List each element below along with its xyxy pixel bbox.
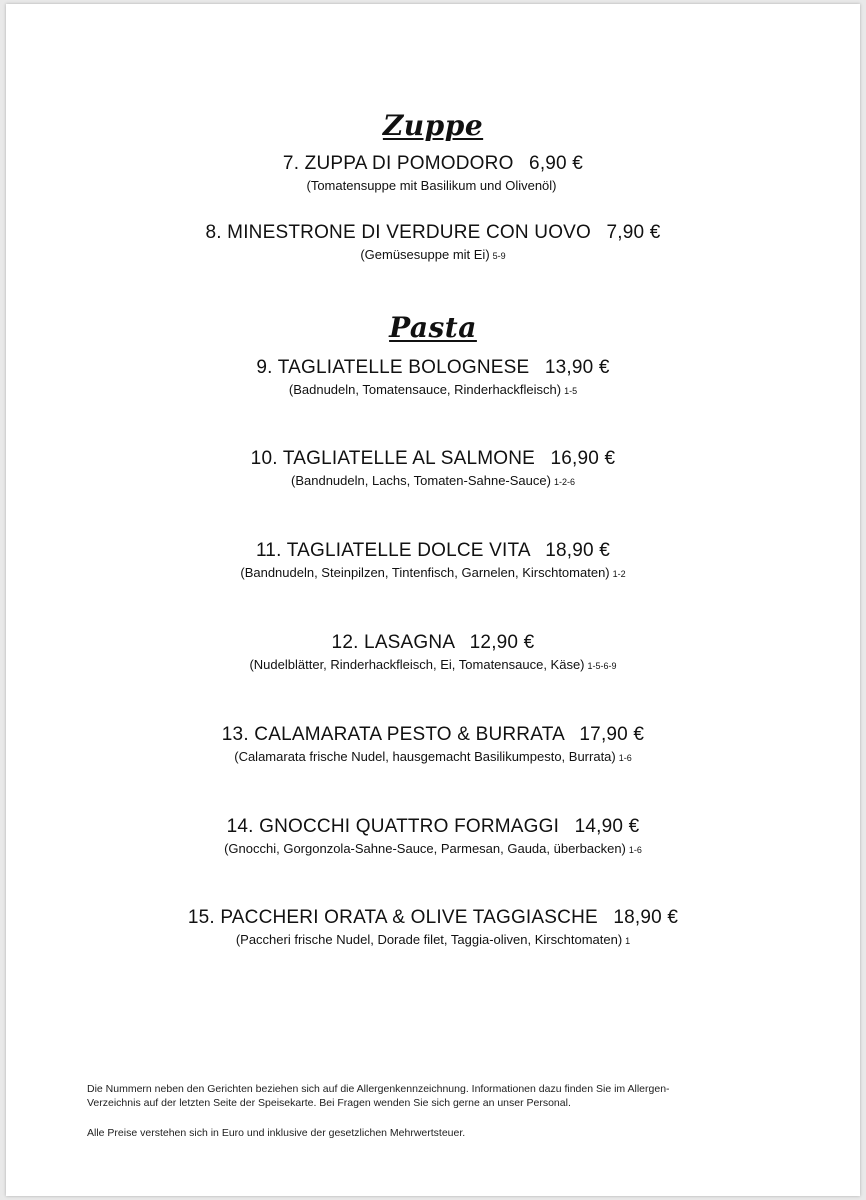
dish-name: MINESTRONE DI VERDURE CON UOVO [227, 222, 592, 243]
dish-name: ZUPPA DI POMODORO [304, 153, 514, 174]
dish-ingredients: (Tomatensuppe mit Basilikum und Olivenöl) [306, 178, 557, 193]
allergen-note-line: Die Nummern neben den Gerichten beziehen sich auf die Allergenkennzeichnung. Informationen dazu finden Sie im Allergen- [87, 1083, 670, 1095]
dish-price: 16,90 € [550, 448, 616, 469]
dish-ingredients: (Nudelblätter, Rinderhackfleisch, Ei, Tomatensauce, Käse) [249, 657, 585, 672]
dish-name: TAGLIATELLE DOLCE VITA [286, 540, 530, 561]
dish-description [6, 247, 860, 264]
dish-price: 12,90 € [469, 632, 535, 653]
dish-description [6, 178, 860, 195]
allergen-note-line: Verzeichnis auf der letzten Seite der Speisekarte. Bei Fragen wenden Sie sich gerne an unser Personal. [87, 1097, 571, 1109]
dish-allergens: 1-2 [612, 569, 626, 579]
menu-item [6, 153, 860, 195]
dish-number: 11. [255, 540, 282, 561]
dish-ingredients: (Bandnudeln, Lachs, Tomaten-Sahne-Sauce) [291, 473, 551, 488]
menu-item [6, 540, 860, 582]
dish-number: 7. [282, 153, 300, 174]
dish-description [6, 657, 860, 674]
section-title-zuppe: Zuppe [382, 109, 484, 142]
dish-allergens: 1-6 [618, 753, 632, 763]
dish-ingredients: (Calamarata frische Nudel, hausgemacht Basilikumpesto, Burrata) [234, 749, 616, 764]
dish-title [6, 357, 860, 379]
dish-price: 7,90 € [606, 222, 661, 243]
dish-title [6, 540, 860, 562]
dish-number: 8. [205, 222, 222, 243]
menu-item [6, 632, 860, 674]
dish-description [6, 473, 860, 490]
dish-price: 6,90 € [529, 153, 584, 174]
dish-ingredients: (Bandnudeln, Steinpilzen, Tintenfisch, Garnelen, Kirschtomaten) [240, 565, 610, 580]
dish-allergens: 1-5-6-9 [587, 661, 617, 671]
dish-title [6, 632, 860, 654]
dish-number: 15. [187, 907, 215, 928]
dish-title [6, 907, 860, 929]
dish-name: GNOCCHI QUATTRO FORMAGGI [259, 816, 560, 837]
dish-name: TAGLIATELLE AL SALMONE [282, 448, 536, 469]
menu-item [6, 357, 860, 399]
dish-name: TAGLIATELLE BOLOGNESE [277, 357, 530, 378]
dish-description [6, 382, 860, 399]
menu-item [6, 724, 860, 766]
dish-description [6, 841, 860, 858]
dish-number: 9. [256, 357, 273, 378]
dish-number: 12. [331, 632, 359, 653]
dish-number: 14. [226, 816, 254, 837]
dish-number: 10. [250, 448, 278, 469]
dish-ingredients: (Gemüsesuppe mit Ei) [360, 247, 490, 262]
dish-name: LASAGNA [364, 632, 455, 653]
dish-price: 13,90 € [544, 357, 610, 378]
menu-page [6, 4, 860, 1196]
dish-title [6, 816, 860, 838]
menu-item [6, 816, 860, 858]
dish-title [6, 724, 860, 746]
dish-description [6, 565, 860, 582]
price-note: Alle Preise verstehen sich in Euro und inklusive der gesetzlichen Mehrwertsteuer. [87, 1127, 466, 1139]
dish-description [6, 749, 860, 766]
dish-price: 17,90 € [579, 724, 645, 745]
section-title-pasta: Pasta [389, 311, 477, 344]
dish-price: 18,90 € [613, 907, 679, 928]
menu-item [6, 222, 860, 264]
dish-allergens: 1-2-6 [553, 477, 575, 487]
dish-name: PACCHERI ORATA & OLIVE TAGGIASCHE [220, 907, 598, 928]
dish-title [6, 448, 860, 470]
menu-item [6, 907, 860, 949]
dish-description [6, 932, 860, 949]
dish-allergens: 1-5 [564, 386, 578, 396]
dish-number: 13. [221, 724, 249, 745]
dish-ingredients: (Paccheri frische Nudel, Dorade filet, Taggia-oliven, Kirschtomaten) [235, 932, 623, 947]
allergen-note [87, 1082, 747, 1110]
dish-ingredients: (Badnudeln, Tomatensauce, Rinderhackfleisch) [288, 382, 562, 397]
menu-item [6, 448, 860, 490]
dish-ingredients: (Gnocchi, Gorgonzola-Sahne-Sauce, Parmesan, Gauda, überbacken) [224, 841, 626, 856]
dish-allergens: 5-9 [492, 251, 506, 261]
dish-allergens: 1-6 [628, 845, 642, 855]
dish-title [6, 153, 860, 175]
dish-price: 14,90 € [574, 816, 640, 837]
dish-price: 18,90 € [545, 540, 611, 561]
dish-name: CALAMARATA PESTO & BURRATA [254, 724, 564, 745]
dish-title [6, 222, 860, 244]
dish-allergens: 1 [625, 936, 631, 946]
